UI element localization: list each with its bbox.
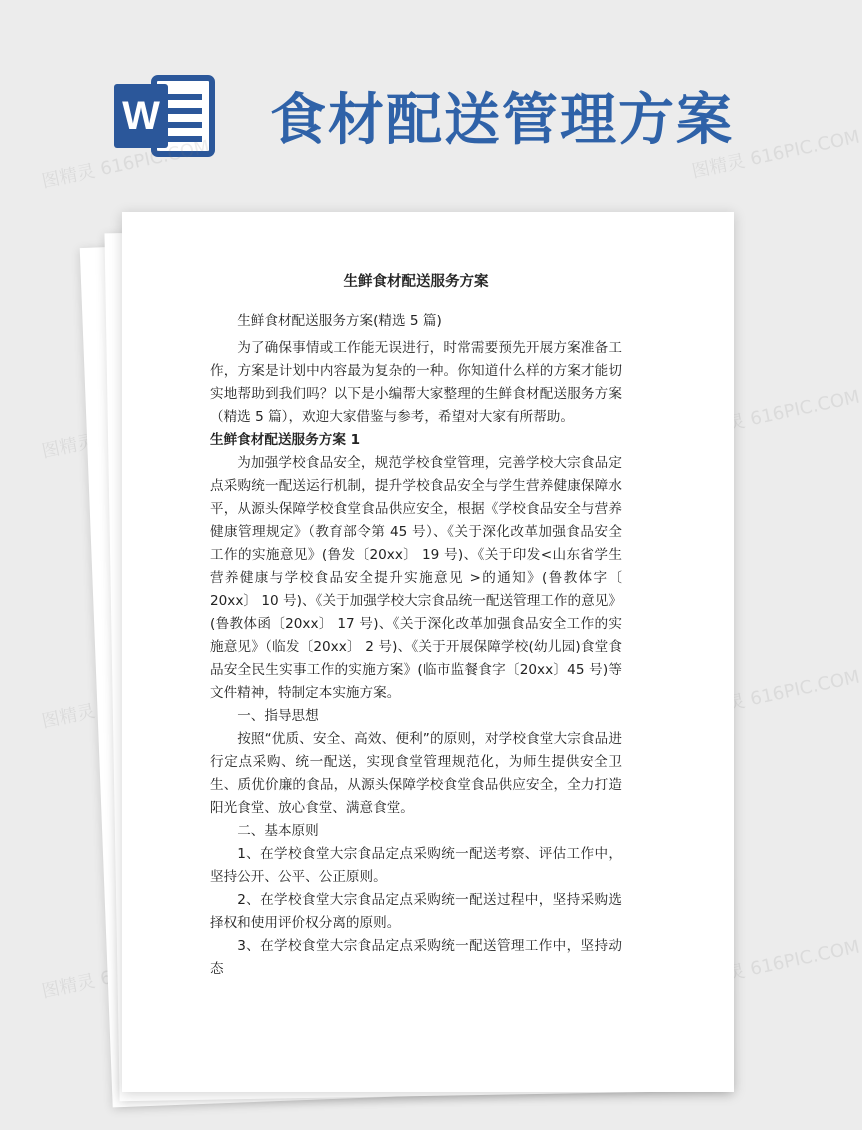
- watermark: 图精灵 616PIC.COM: [689, 936, 862, 993]
- section-paragraph: 为加强学校食品安全，规范学校食堂管理，完善学校大宗食品定点采购统一配送运行机制，提升学校食品安全与学生营养健康保障水平，从源头保障学校食堂食品供应安全，根据《学校食品安全与营养健康管理规定》（教育部令第 45 号）、《关于深化改革加强食品安全工作的实施意见》(鲁发〔20xx〕 19 号)、《关于印发<山东省学生营养健康与学校食品安全提升实施意见 >的通知》(鲁教体字〔 20xx〕 10 号)、《关于加强学校大宗食品统一配送管理工作的意见》(鲁教体函〔20xx〕 17 号)、《关于深化改革加强食品安全工作的实施意见》（临发〔20xx〕 2 号)、《关于开展保障学校(幼儿园)食堂食品安全民生实事工作的实施方案》(临市监餐食字〔20xx〕45 号)等文件精神，特制定本实施方案。: [210, 455, 622, 701]
- word-logo-letter: W: [122, 94, 160, 138]
- watermark: 图精灵: [39, 430, 98, 463]
- watermark: 图精灵: [39, 970, 98, 1003]
- section-heading: 生鲜食材配送服务方案 1: [210, 432, 361, 448]
- guiding-paragraph: 按照“优质、安全、高效、便利”的原则，对学校食堂大宗食品进行定点采购、统一配送，实现食堂管理规范化，为师生提供安全卫生、质优价廉的食品，从源头保障学校食堂食品供应安全，全力打造阳光食堂、放心食堂、满意食堂。: [210, 731, 622, 816]
- subheading-guiding: 一、指导思想: [237, 708, 319, 724]
- page-title: 食材配送管理方案: [270, 88, 734, 153]
- subheading-principles: 二、基本原则: [237, 823, 319, 839]
- document-content: [210, 270, 622, 981]
- principle-item: 1、在学校食堂大宗食品定点采购统一配送考察、评估工作中，坚持公开、公平、公正原则。: [210, 846, 622, 885]
- document-subtitle: 生鲜食材配送服务方案(精选 5 篇): [237, 313, 442, 329]
- intro-paragraph: 为了确保事情或工作能无误进行，时常需要预先开展方案准备工作，方案是计划中内容最为复杂的一种。你知道什么样的方案才能切实地帮助到我们吗？以下是小编帮大家整理的生鲜食材配送服务方案（精选 5 篇），欢迎大家借鉴与参考，希望对大家有所帮助。: [210, 340, 622, 425]
- watermark: 图精灵 616PIC.COM: [689, 386, 862, 443]
- principle-item: 3、在学校食堂大宗食品定点采购统一配送管理工作中，坚持动态: [210, 938, 622, 977]
- watermark: 图精灵 616PIC.COM: [689, 126, 862, 183]
- principle-item: 2、在学校食堂大宗食品定点采购统一配送过程中，坚持采购选择权和使用评价权分离的原则。: [210, 892, 622, 931]
- word-logo-icon: [112, 72, 216, 160]
- document-title: 生鲜食材配送服务方案: [343, 274, 489, 290]
- watermark: 图精灵 616PIC.COM: [689, 666, 862, 723]
- watermark: 图精灵: [39, 700, 98, 733]
- header: [0, 0, 800, 200]
- document-page: [122, 212, 734, 1092]
- watermark: 图精灵 616PIC.COM: [39, 136, 212, 193]
